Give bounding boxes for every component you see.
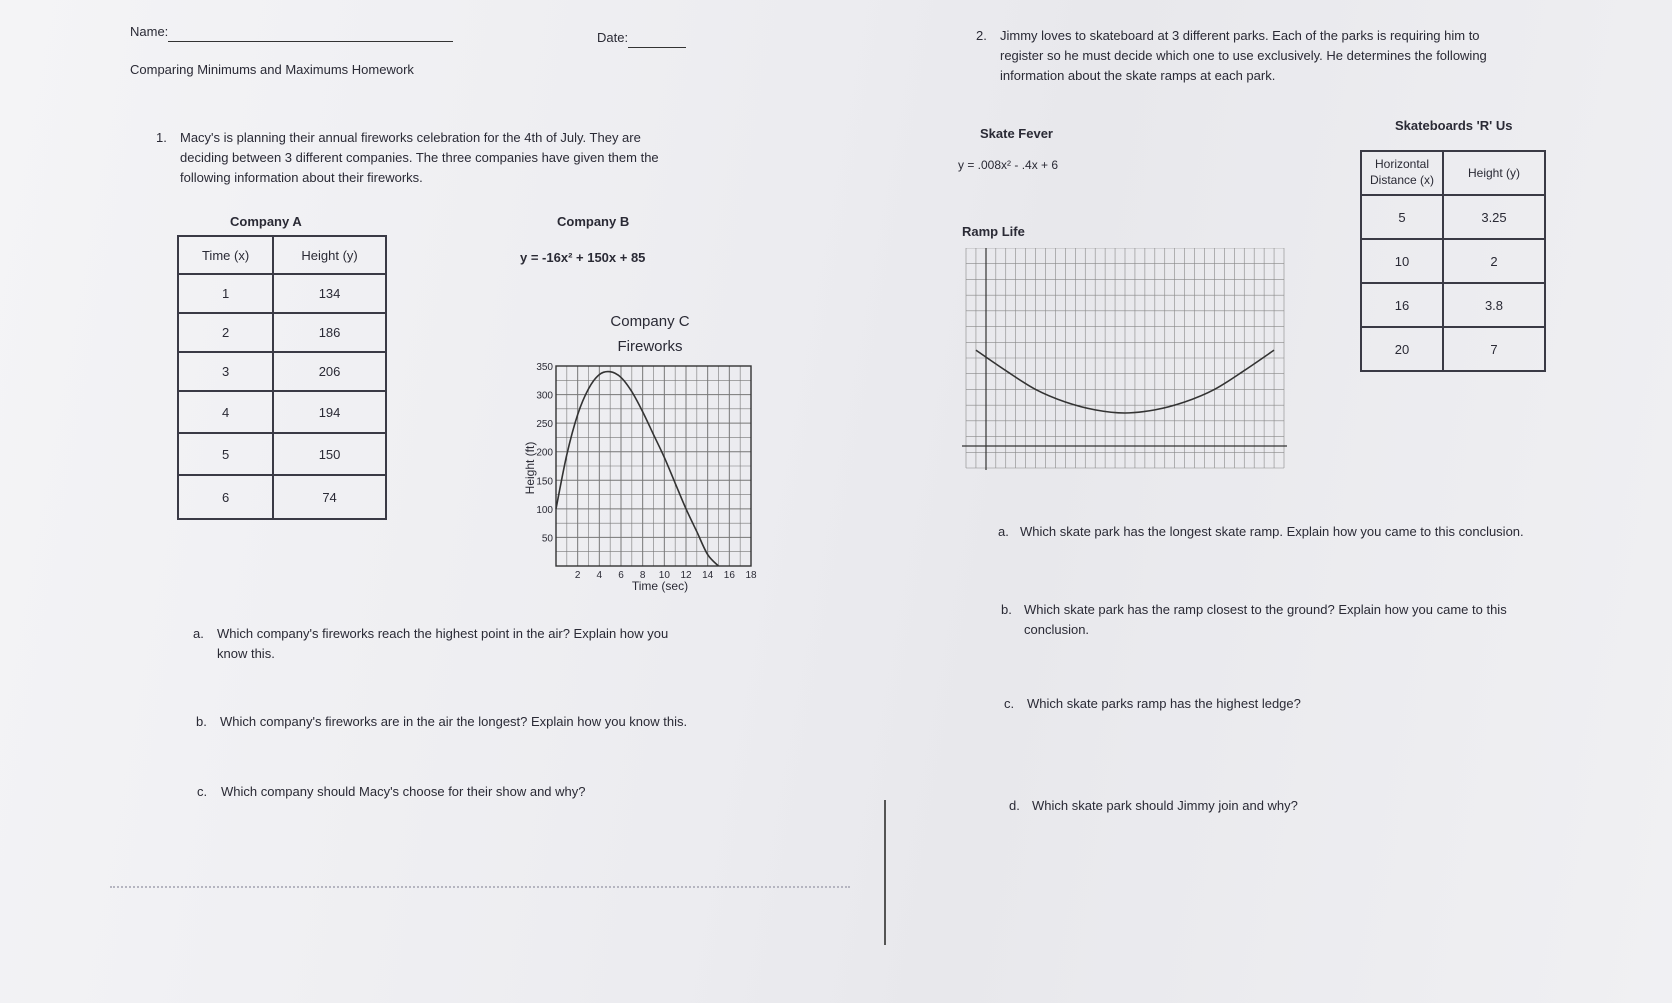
table-cell: 206: [273, 352, 386, 391]
q1b-label: b.: [196, 714, 207, 729]
y-tick-label: 100: [536, 504, 553, 516]
q2-number: 2.: [976, 28, 987, 43]
q1a-line: know this.: [217, 646, 275, 662]
table-row: [1361, 239, 1545, 283]
x-tick-label: 10: [658, 570, 670, 581]
table-row: [178, 313, 386, 352]
q1b-question: Which company's fireworks are in the air the longest? Explain how you know this.: [220, 714, 688, 729]
x-tick-label: 12: [680, 570, 692, 581]
table-cell: 186: [273, 313, 386, 352]
chart-title: Fireworks: [617, 338, 683, 355]
y-tick-label: 250: [536, 419, 553, 431]
table-row: [1361, 327, 1545, 371]
q2b-label: b.: [1001, 602, 1012, 617]
y-tick-label: 350: [536, 362, 553, 373]
company-b-equation: y = -16x² + 150x + 85: [520, 250, 646, 265]
table-cell: 150: [273, 433, 386, 475]
table-row: [178, 433, 386, 475]
skate-fever-equation: y = .008x² - .4x + 6: [958, 158, 1059, 172]
q2-prompt-line: information about the skate ramps at each park.: [1000, 68, 1276, 84]
q1-number: 1.: [156, 130, 167, 145]
q2b-question: [1024, 600, 1584, 640]
q2b-line: Which skate park has the ramp closest to the ground? Explain how you came to this: [1024, 602, 1507, 617]
q1a-label: a.: [193, 626, 204, 641]
company-a-title: Company A: [230, 214, 302, 229]
table-cell: 5: [1361, 195, 1443, 239]
x-tick-label: 14: [702, 570, 714, 581]
table-header-cell: Time (x): [178, 236, 273, 274]
table-cell: 2: [178, 313, 273, 352]
q2a-label: a.: [998, 524, 1009, 539]
table-header-row: [1361, 151, 1545, 195]
table-cell: 194: [273, 391, 386, 433]
y-tick-label: 200: [536, 447, 553, 459]
q1a-question: [217, 624, 777, 664]
y-tick-label: 50: [541, 533, 553, 545]
chart-x-ticks: [575, 570, 757, 581]
chart-y-label: Height (ft): [523, 441, 537, 495]
skateboards-r-us-table: [1360, 150, 1546, 372]
x-tick-label: 2: [574, 570, 581, 581]
q1a-line: Which company's fireworks reach the highest point in the air? Explain how you: [217, 626, 669, 641]
table-row: [178, 391, 386, 433]
q2-prompt: [1000, 26, 1560, 86]
q1-prompt: [180, 128, 740, 188]
table-header-cell: Height (y): [273, 236, 386, 274]
q2-prompt-line: register so he must decide which one to use exclusively. He determines the following: [1000, 48, 1487, 64]
table-cell: 3.25: [1443, 195, 1545, 239]
ramp-life-title: Ramp Life: [962, 224, 1025, 239]
skate-fever-title: Skate Fever: [980, 126, 1053, 141]
table-cell: 4: [178, 391, 273, 433]
table-cell: 20: [1361, 327, 1443, 371]
table-row: [178, 475, 386, 519]
company-c-title: Company C: [610, 313, 690, 330]
q2d-question: Which skate park should Jimmy join and why?: [1032, 798, 1298, 813]
table-header-cell: Horizontal Distance (x): [1361, 151, 1443, 195]
table-row: [1361, 195, 1545, 239]
dotted-separator: [110, 886, 850, 888]
table-header-cell: Height (y): [1443, 151, 1545, 195]
x-tick-label: 4: [596, 570, 603, 581]
chart-y-ticks: [536, 362, 553, 544]
x-tick-label: 6: [618, 570, 624, 581]
company-a-table: [177, 235, 387, 520]
table-cell: 3: [178, 352, 273, 391]
ramp-life-graph: [962, 248, 1287, 478]
date-label: Date:: [597, 28, 686, 48]
company-b-title: Company B: [557, 214, 630, 229]
date-blank[interactable]: [628, 33, 686, 48]
column-divider: [884, 800, 886, 945]
table-header-row: [178, 236, 386, 274]
x-tick-label: 16: [723, 570, 735, 581]
name-blank[interactable]: [168, 27, 453, 42]
q2b-line: conclusion.: [1024, 622, 1090, 638]
table-cell: 6: [178, 475, 273, 519]
table-cell: 10: [1361, 239, 1443, 283]
q2d-label: d.: [1009, 798, 1020, 813]
table-cell: 3.8: [1443, 283, 1545, 327]
table-cell: 5: [178, 433, 273, 475]
q2c-label: c.: [1004, 696, 1015, 711]
q1-prompt-line: deciding between 3 different companies. The three companies have given them the: [180, 150, 659, 166]
fireworks-chart: [520, 358, 780, 598]
x-tick-label: 18: [745, 570, 757, 581]
x-tick-label: 8: [639, 570, 646, 581]
graph-gridlines: [966, 248, 1284, 468]
y-tick-label: 300: [536, 390, 553, 402]
fireworks-curve: [556, 372, 719, 566]
q1c-label: c.: [197, 784, 208, 799]
table-row: [1361, 283, 1545, 327]
name-label: Name:: [130, 22, 453, 42]
q1-prompt-line: Macy's is planning their annual fireworks celebration for the 4th of July. They are: [180, 130, 641, 145]
table-row: [178, 352, 386, 391]
table-cell: 7: [1443, 327, 1545, 371]
table-cell: 1: [178, 274, 273, 313]
skateboards-r-us-title: Skateboards 'R' Us: [1395, 118, 1513, 133]
table-cell: 134: [273, 274, 386, 313]
table-cell: 16: [1361, 283, 1443, 327]
table-cell: 2: [1443, 239, 1545, 283]
worksheet-title: Comparing Minimums and Maximums Homework: [130, 62, 414, 77]
q1c-question: Which company should Macy's choose for their show and why?: [221, 784, 586, 799]
chart-x-label: Time (sec): [631, 579, 689, 593]
q1-prompt-line: following information about their fireworks.: [180, 170, 423, 186]
q2-prompt-line: Jimmy loves to skateboard at 3 different parks. Each of the parks is requiring him to: [1000, 28, 1480, 43]
q2c-question: Which skate parks ramp has the highest ledge?: [1027, 696, 1301, 711]
table-row: [178, 274, 386, 313]
q2a-question: Which skate park has the longest skate ramp. Explain how you came to this conclusion.: [1020, 524, 1524, 539]
table-cell: 74: [273, 475, 386, 519]
y-tick-label: 150: [536, 476, 553, 488]
